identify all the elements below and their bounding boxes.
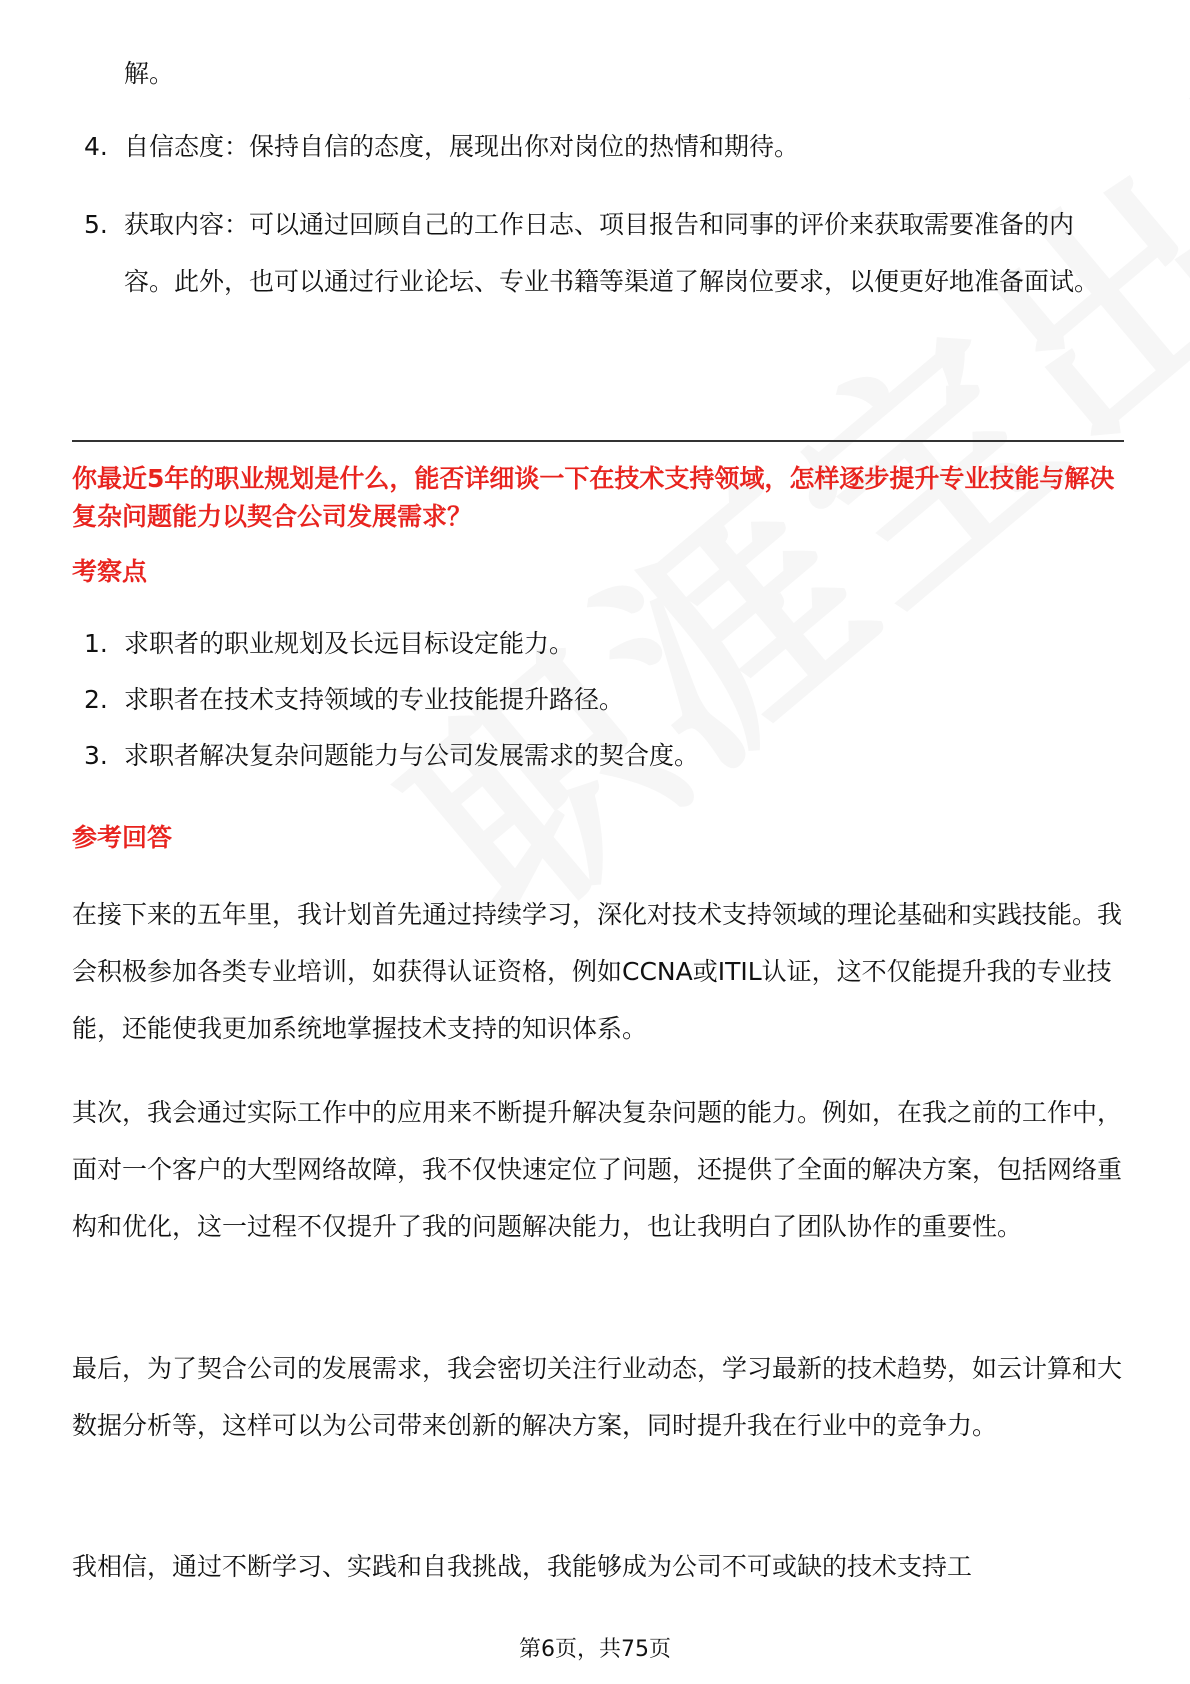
tip-text: 获取内容：可以通过回顾自己的工作日志、项目报告和同事的评价来获取需要准备的内容。此外，也可以通过行业论坛、专业书籍等渠道了解岗位要求，以便更好地准备面试。 [124,210,1100,296]
answer-paragraph-3: 最后，为了契合公司的发展需求，我会密切关注行业动态，学习最新的技术趋势，如云计算和大数据分析等，这样可以为公司带来创新的解决方案，同时提升我在行业中的竞争力。 [72,1354,1123,1440]
assessment-heading: 考察点 [72,557,148,586]
answer-paragraph-4: 我相信，通过不断学习、实践和自我挑战，我能够成为公司不可或缺的技术支持工 [72,1552,973,1581]
continuation-text: 解。 [124,59,175,88]
assessment-number: 3. [84,741,108,770]
tip-number: 4. [84,132,108,161]
answer-paragraph-2: 其次，我会通过实际工作中的应用来不断提升解决复杂问题的能力。例如，在我之前的工作中，面对一个客户的大型网络故障，我不仅快速定位了问题，还提供了全面的解决方案，包括网络重构和优化，这一过程不仅提升了我的问题解决能力，也让我明白了团队协作的重要性。 [72,1098,1123,1241]
page-footer: 第6页，共75页 [519,1637,671,1662]
assessment-text: 求职者在技术支持领域的专业技能提升路径。 [124,685,625,714]
answer-heading: 参考回答 [72,823,173,852]
assessment-item-2 [84,678,1114,722]
section-divider [72,440,1124,442]
assessment-item-1 [84,622,1114,666]
tip-text: 自信态度：保持自信的态度，展现出你对岗位的热情和期待。 [124,132,800,161]
tip-item-4 [84,118,1114,175]
assessment-text: 求职者的职业规划及长远目标设定能力。 [124,629,575,658]
answer-paragraph-1: 在接下来的五年里，我计划首先通过持续学习，深化对技术支持领域的理论基础和实践技能。我会积极参加各类专业培训，如获得认证资格，例如CCNA或ITIL认证，这不仅能提升我的专业技能，还能使我更加系统地掌握技术支持的知识体系。 [72,900,1123,1043]
assessment-item-3 [84,734,1114,778]
tip-number: 5. [84,210,108,239]
tip-item-5 [84,196,1114,310]
assessment-number: 1. [84,629,108,658]
assessment-text: 求职者解决复杂问题能力与公司发展需求的契合度。 [124,741,700,770]
assessment-number: 2. [84,685,108,714]
interview-question: 你最近5年的职业规划是什么，能否详细谈一下在技术支持领域，怎样逐步提升专业技能与解决复杂问题能力以契合公司发展需求？ [72,464,1115,531]
